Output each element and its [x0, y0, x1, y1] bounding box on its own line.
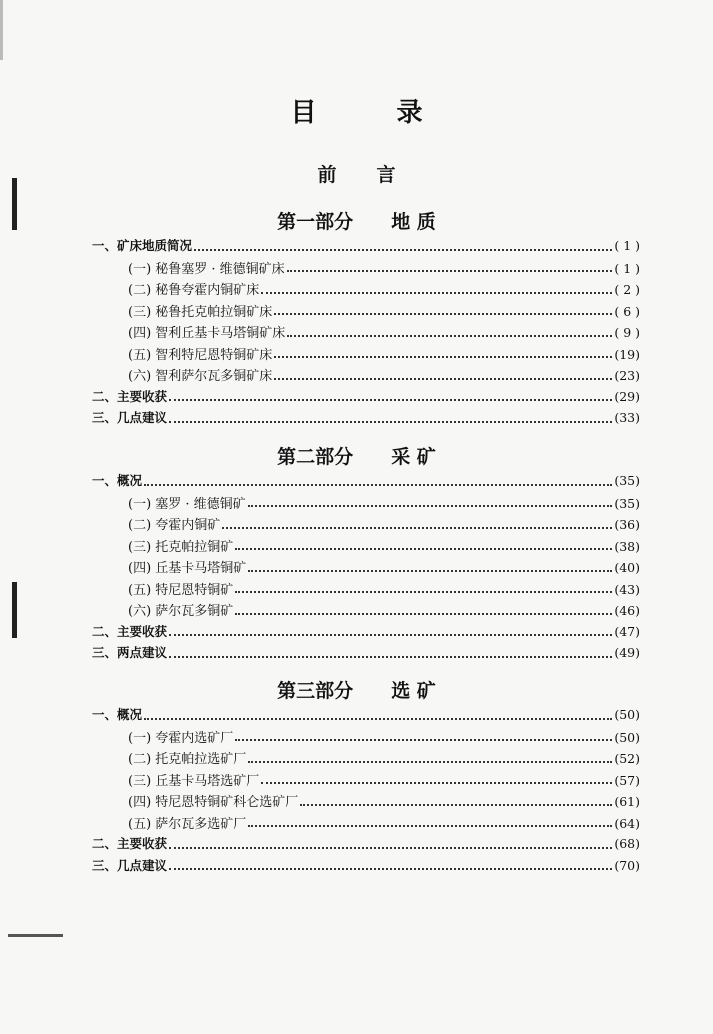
preface-heading [0, 160, 713, 187]
toc-entry[interactable] [92, 622, 640, 644]
leader-dots [248, 570, 612, 572]
toc-entry[interactable] [92, 557, 640, 579]
scan-edge [0, 0, 3, 60]
leader-dots [169, 868, 612, 870]
leader-dots [235, 548, 612, 550]
toc-entry[interactable] [92, 236, 640, 258]
toc-entry-page: (40) [614, 560, 640, 575]
toc-entry-label: (三) 托克帕拉铜矿 [128, 539, 234, 555]
leader-dots [287, 270, 613, 272]
toc-entry[interactable] [92, 705, 640, 727]
toc-entry[interactable] [92, 727, 640, 749]
toc-entry-label: 一、概况 [92, 707, 143, 722]
toc-entry[interactable] [92, 813, 640, 835]
toc-entry-label: (五) 智利特尼恩特铜矿床 [128, 347, 273, 363]
toc-entry-label: 三、几点建议 [92, 410, 168, 425]
scan-smudge [8, 934, 63, 937]
leader-dots [169, 847, 612, 849]
part-1-label: 第一部分 [277, 211, 354, 233]
toc-entry[interactable] [92, 493, 640, 515]
leader-dots [169, 421, 612, 423]
leader-dots [169, 656, 612, 658]
toc-entry-page: (35) [614, 473, 640, 488]
preface-char-2: 言 [376, 164, 396, 186]
leader-dots [261, 782, 612, 784]
toc-entry-label: (一) 塞罗 · 维德铜矿 [128, 496, 246, 512]
toc-entry[interactable] [92, 344, 640, 366]
toc-entry[interactable] [92, 643, 640, 665]
leader-dots [248, 505, 613, 507]
leader-dots [287, 335, 612, 337]
toc-entry-page: (19) [614, 346, 640, 362]
toc-entry-label: 二、主要收获 [92, 836, 168, 851]
leader-dots [300, 804, 612, 806]
toc-entry-page: (35) [614, 495, 640, 511]
toc-entry-page: (46) [614, 603, 640, 618]
toc-entry-label: 三、两点建议 [92, 645, 168, 660]
toc-entry[interactable] [92, 834, 640, 856]
leader-dots [144, 718, 612, 720]
toc-entry-label: (二) 夸霍内铜矿 [128, 518, 221, 533]
toc-entry-label: (五) 萨尔瓦多选矿厂 [128, 816, 247, 832]
toc-entry[interactable] [92, 748, 640, 770]
toc-entry-label: (一) 秘鲁塞罗 · 维德铜矿床 [128, 261, 285, 277]
toc-entry-label: 三、几点建议 [92, 857, 168, 873]
part-3-toc [92, 705, 640, 877]
toc-entry[interactable] [92, 322, 640, 344]
leader-dots [274, 313, 612, 315]
toc-entry-page: (43) [614, 581, 640, 597]
title-char-2: 录 [396, 98, 423, 128]
toc-entry-label: 一、概况 [92, 473, 143, 488]
leader-dots [235, 591, 612, 593]
toc-entry-label: (四) 丘基卡马塔铜矿 [128, 561, 247, 576]
toc-entry-page: (70) [614, 857, 640, 873]
part-2-toc [92, 471, 640, 665]
leader-dots [144, 484, 612, 486]
toc-entry[interactable] [92, 856, 640, 878]
title-char-1: 目 [290, 98, 317, 128]
toc-entry-label: 二、主要收获 [92, 623, 168, 639]
toc-entry-page: (68) [614, 836, 640, 851]
part-2-topic: 采 矿 [391, 446, 436, 468]
toc-entry-label: (四) 智利丘基卡马塔铜矿床 [128, 326, 286, 341]
toc-entry-label: (六) 萨尔瓦多铜矿 [128, 604, 234, 619]
toc-entry[interactable] [92, 770, 640, 792]
part-3-label: 第三部分 [277, 680, 354, 702]
toc-entry[interactable] [92, 408, 640, 430]
toc-entry-page: (33) [614, 410, 640, 425]
toc-entry-page: (23) [614, 368, 640, 383]
toc-entry-label: (二) 秘鲁夸霍内铜矿床 [128, 283, 260, 298]
leader-dots [248, 761, 612, 763]
toc-entry-page: (50) [614, 707, 640, 722]
toc-entry-page: (38) [614, 538, 640, 554]
part-1-topic: 地 质 [391, 211, 436, 233]
toc-entry-page: (47) [614, 623, 640, 639]
toc-entry[interactable] [92, 579, 640, 601]
toc-entry-page: ( 1 ) [614, 260, 640, 276]
leader-dots [169, 399, 612, 401]
toc-entry-label: (三) 丘基卡马塔选矿厂 [128, 773, 260, 789]
part-1-toc [92, 236, 640, 430]
toc-entry[interactable] [92, 387, 640, 409]
toc-entry[interactable] [92, 279, 640, 301]
leader-dots [274, 378, 612, 380]
part-2-heading [0, 442, 713, 469]
toc-entry-page: (64) [614, 815, 640, 831]
toc-entry-label: (二) 托克帕拉选矿厂 [128, 752, 247, 767]
toc-entry-page: ( 9 ) [614, 325, 640, 340]
leader-dots [235, 613, 612, 615]
toc-entry[interactable] [92, 471, 640, 493]
part-3-topic: 选 矿 [391, 680, 436, 702]
toc-entry-page: (29) [614, 388, 640, 404]
toc-entry[interactable] [92, 365, 640, 387]
toc-entry[interactable] [92, 258, 640, 280]
toc-entry-page: ( 1 ) [614, 238, 640, 253]
toc-entry-page: (52) [614, 751, 640, 766]
leader-dots [261, 292, 612, 294]
toc-entry-page: ( 2 ) [614, 282, 640, 297]
toc-entry-label: (六) 智利萨尔瓦多铜矿床 [128, 369, 273, 384]
toc-entry[interactable] [92, 301, 640, 323]
toc-entry-page: ( 6 ) [614, 303, 640, 319]
toc-entry-page: (61) [614, 794, 640, 809]
page-title [0, 92, 713, 129]
toc-entry[interactable] [92, 536, 640, 558]
part-1-heading [0, 207, 713, 234]
toc-entry[interactable] [92, 514, 640, 536]
toc-entry-label: 二、主要收获 [92, 388, 168, 404]
part-2-label: 第二部分 [277, 446, 354, 468]
toc-entry-label: (三) 秘鲁托克帕拉铜矿床 [128, 304, 273, 320]
toc-entry[interactable] [92, 791, 640, 813]
leader-dots [169, 634, 612, 636]
leader-dots [194, 249, 612, 251]
binding-mark-bottom [12, 582, 17, 638]
toc-entry-page: (50) [614, 729, 640, 745]
toc-entry-page: (57) [614, 772, 640, 788]
toc-entry-page: (36) [614, 517, 640, 532]
leader-dots [222, 527, 612, 529]
toc-entry-label: (一) 夸霍内选矿厂 [128, 730, 234, 746]
toc-entry-label: (四) 特尼恩特铜矿科仑选矿厂 [128, 795, 299, 810]
toc-entry[interactable] [92, 600, 640, 622]
leader-dots [274, 356, 612, 358]
preface-char-1: 前 [317, 164, 337, 186]
leader-dots [235, 739, 612, 741]
toc-entry-label: (五) 特尼恩特铜矿 [128, 582, 234, 598]
toc-entry-page: (49) [614, 645, 640, 660]
toc-entry-label: 一、矿床地质简况 [92, 238, 193, 253]
leader-dots [248, 825, 612, 827]
part-3-heading [0, 676, 713, 703]
